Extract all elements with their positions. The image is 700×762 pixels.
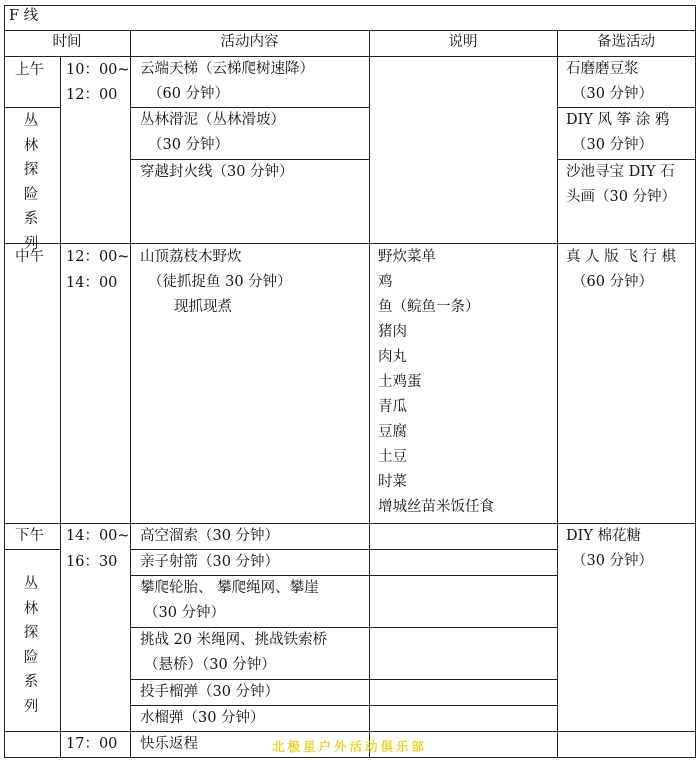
menu-item: 野炊菜单 — [378, 249, 436, 265]
menu-item: 土豆 — [378, 449, 407, 465]
line-note-left — [369, 30, 370, 758]
line-top — [4, 5, 696, 6]
header-time: 时间 — [52, 34, 82, 50]
morning-activity-1: 云端天梯（云梯爬树速降） （60 分钟） — [140, 61, 314, 102]
morning-alt-2: DIY 风 筝 涂 鸦 （30 分钟） — [566, 112, 670, 153]
afternoon-series: 丛林探险系列 — [23, 576, 39, 715]
menu-item: 土鸡蛋 — [378, 374, 422, 390]
noon-activity: 山顶荔枝木野炊 （徒抓捉鱼 30 分钟） 现抓现煮 — [140, 249, 292, 315]
menu-item: 猪肉 — [378, 324, 407, 340]
menu-item: 时菜 — [378, 474, 407, 490]
afternoon-alt: DIY 棉花糖 （30 分钟） — [566, 528, 654, 569]
afternoon-activity-3: 攀爬轮胎、 攀爬绳网、攀崖 （30 分钟） — [140, 580, 319, 621]
line-time-split — [60, 56, 61, 758]
line-morning-label — [4, 107, 60, 108]
morning-activity-2: 丛林滑泥（丛林滑坡） （30 分钟） — [140, 112, 285, 153]
afternoon-time-start: 14：00~ — [66, 528, 130, 544]
line-left — [4, 5, 5, 758]
return-time: 17：00 — [66, 736, 118, 752]
afternoon-time-end: 16：30 — [66, 554, 118, 570]
morning-activity-3: 穿越封火线（30 分钟） — [140, 164, 294, 180]
afternoon-activity-2: 亲子射箭（30 分钟） — [140, 554, 280, 570]
line-alt-left — [557, 30, 558, 758]
menu-item: 豆腐 — [378, 424, 407, 440]
noon-label: 中午 — [15, 249, 44, 265]
afternoon-activity-6: 水榴弹（30 分钟） — [140, 710, 265, 726]
morning-alt-1: 石磨磨豆浆 （30 分钟） — [566, 61, 654, 102]
morning-label: 上午 — [15, 62, 44, 78]
noon-menu — [378, 245, 494, 520]
menu-item: 鸡 — [378, 274, 393, 290]
morning-alt-3: 沙池寻宝 DIY 石 头画（30 分钟） — [566, 164, 677, 205]
line-noon-top — [4, 243, 696, 244]
header-content: 活动内容 — [220, 34, 279, 50]
return-activity: 快乐返程 — [140, 736, 198, 752]
morning-series: 丛林探险系列 — [23, 113, 39, 252]
header-alt: 备选活动 — [597, 34, 655, 50]
line-afternoon-label — [4, 549, 60, 550]
menu-item: 增城丝苗米饭任食 — [378, 499, 494, 515]
club-watermark: 北极星户外活动俱乐部 — [272, 739, 428, 754]
noon-alt: 真 人 版 飞 行 棋 （60 分钟） — [566, 249, 677, 290]
morning-time-end: 12：00 — [66, 87, 118, 103]
morning-time-start: 10：00~ — [66, 62, 130, 78]
afternoon-activity-1: 高空溜索（30 分钟） — [140, 528, 280, 544]
header-note: 说明 — [448, 34, 478, 50]
table-title: F 线 — [9, 8, 39, 24]
afternoon-label: 下午 — [15, 528, 44, 544]
afternoon-activity-5: 投手榴弹（30 分钟） — [140, 684, 280, 700]
noon-time-end: 14：00 — [66, 275, 118, 291]
menu-item: 青瓜 — [378, 399, 407, 415]
line-bottom — [4, 757, 696, 758]
menu-item: 鱼（鲩鱼一条） — [378, 299, 480, 315]
afternoon-activity-4: 挑战 20 米绳网、挑战铁索桥 （悬桥）（30 分钟） — [140, 632, 328, 673]
menu-item: 肉丸 — [378, 349, 407, 365]
line-content-left — [130, 30, 131, 758]
noon-time-start: 12：00~ — [66, 249, 130, 265]
line-right — [695, 5, 696, 758]
